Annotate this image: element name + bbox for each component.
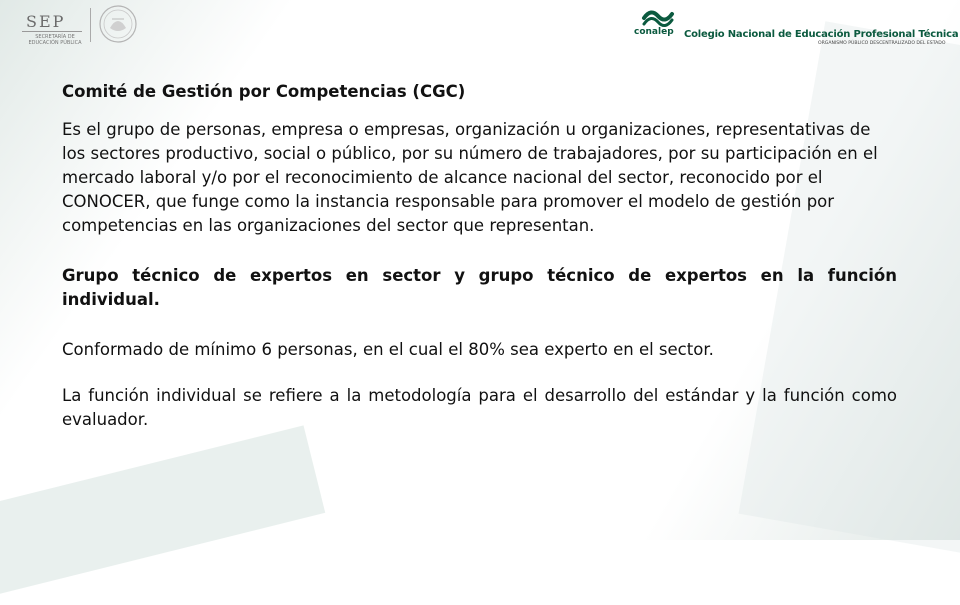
sep-logo bbox=[6, 4, 88, 44]
paragraph-individual-function: La función individual se refiere a la metodología para el desarrollo del estándar y la función como evaluador. bbox=[62, 386, 897, 429]
institution-title: Colegio Nacional de Educación Profesional Técnica bbox=[684, 29, 959, 40]
paragraph-composition: Conformado de mínimo 6 personas, en el cual el 80% sea experto en el sector. bbox=[62, 340, 714, 359]
heading-cgc: Comité de Gestión por Competencias (CGC) bbox=[62, 82, 466, 101]
divider bbox=[22, 31, 82, 32]
divider bbox=[90, 8, 91, 42]
slide-content bbox=[62, 80, 897, 446]
paragraph-cgc-definition: Es el grupo de personas, empresa o empresas, organización u organizaciones, representativas de los sectores productivo, social o público, por su número de trabajadores, por su participación en el mercado laboral y/o por el reconocimiento de alcance nacional del sector, reconocido por el CONOCER, que funge como la instancia responsable para promover el modelo de gestión por competencias en las organizaciones del sector que representan. bbox=[62, 120, 878, 235]
national-seal-icon bbox=[98, 4, 138, 44]
heading-expert-groups: Grupo técnico de expertos en sector y grupo técnico de expertos en la función individual. bbox=[62, 266, 897, 309]
institution-subtitle: ORGANISMO PÚBLICO DESCENTRALIZADO DEL ESTADO bbox=[818, 41, 946, 46]
conalep-logo-text: conalep bbox=[634, 27, 674, 37]
sep-logo-text: SEP bbox=[26, 12, 66, 31]
sep-logo-subtitle: SECRETARÍA DE EDUCACIÓN PÚBLICA bbox=[28, 34, 82, 46]
